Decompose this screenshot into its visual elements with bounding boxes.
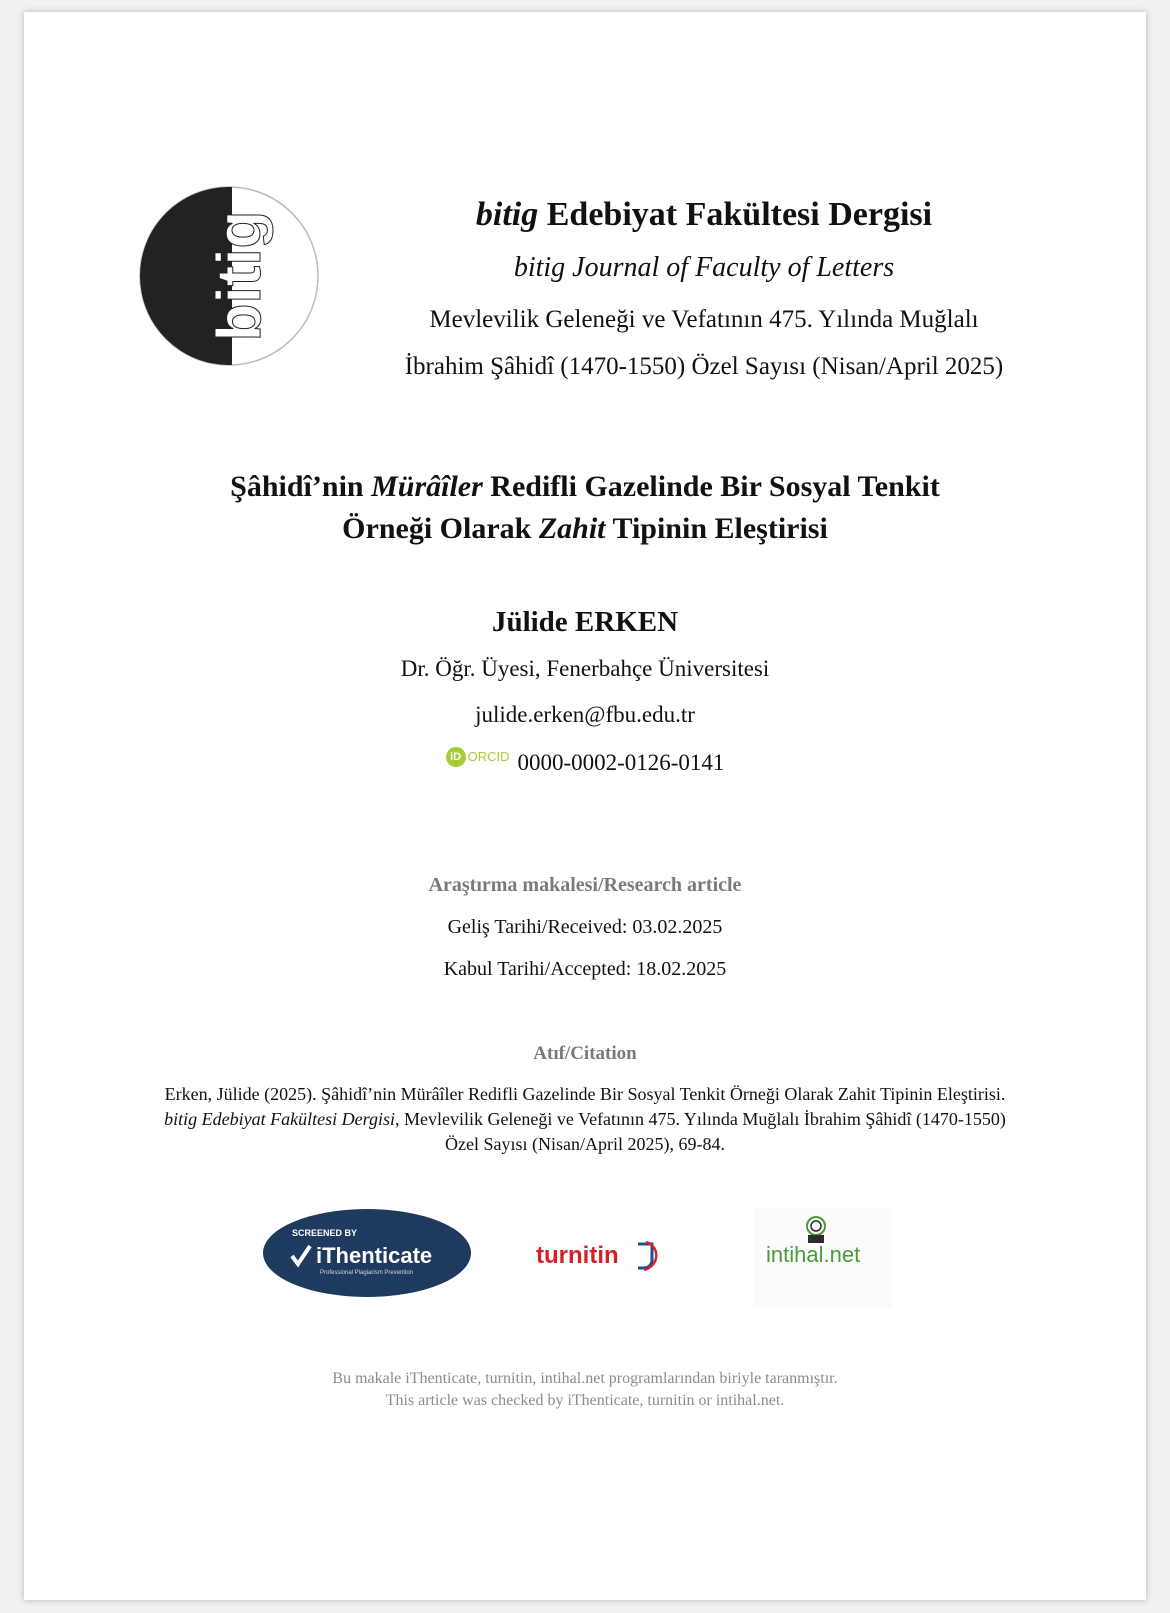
title-italic: Mürâîler	[371, 470, 483, 503]
title-text: Şâhidî’nin	[230, 470, 372, 503]
turnitin-name: turnitin	[536, 1242, 619, 1269]
title-text: Örneği Olarak	[342, 512, 539, 545]
citation-text-part: Erken, Jülide (2025). Şâhidî’nin Mürâîler Redifli Gazelinde Bir Sosyal Tenkit Örneği Olarak Zahit Tipinin Eleştirisi.	[164, 1084, 1006, 1104]
ithenticate-name: iThenticate	[316, 1243, 433, 1268]
citation-text-part: , Mevlevilik Geleneği ve Vefatının 475. Yılında Muğlalı İbrahim Şâhidî (1470-1550) Özel Sayısı (Nisan/April 2025), 69-84.	[394, 1109, 1006, 1154]
fingerprint-icon	[807, 1217, 825, 1243]
bitig-logo	[138, 185, 320, 367]
title-italic: Zahit	[538, 512, 606, 545]
turnitin-mark-icon	[638, 1244, 652, 1268]
issue-line-2: İbrahim Şâhidî (1470-1550) Özel Sayısı (Nisan/April 2025)	[404, 353, 1004, 380]
author-email[interactable]: julide.erken@fbu.edu.tr	[475, 702, 695, 727]
received-date: Geliş Tarihi/Received: 03.02.2025	[447, 916, 723, 938]
issue-line-1: Mevlevilik Geleneği ve Vefatının 475. Yılında Muğlalı	[429, 306, 979, 333]
article-type: Araştırma makalesi/Research article	[428, 874, 742, 896]
screening-note-tr: Bu makale iThenticate, turnitin, intihal.net programlarından biriyle taranmıştır.	[332, 1370, 838, 1387]
title-text: Tipinin Eleştirisi	[605, 512, 828, 545]
ithenticate-logo	[262, 1208, 472, 1298]
title-text: Redifli Gazelinde Bir Sosyal Tenkit	[482, 470, 940, 503]
document-page	[24, 12, 1146, 1600]
bitig-logo-text: bitig	[205, 210, 274, 342]
citation-text	[154, 1082, 1016, 1157]
orcid-label: ORCID	[467, 749, 510, 764]
orcid-badge: iD	[446, 747, 466, 767]
author-affiliation: Dr. Öğr. Üyesi, Fenerbahçe Üniversitesi	[400, 656, 770, 681]
citation-heading: Atıf/Citation	[533, 1043, 637, 1064]
accepted-date: Kabul Tarihi/Accepted: 18.02.2025	[443, 958, 727, 980]
journal-title-rest: Edebiyat Fakültesi Dergisi	[538, 196, 933, 233]
orcid-icon	[446, 742, 510, 772]
author-block	[24, 604, 1146, 778]
turnitin-logo	[534, 1230, 674, 1280]
orcid-row[interactable]	[24, 748, 1146, 778]
intihal-logo	[754, 1208, 892, 1308]
orcid-id[interactable]: 0000-0002-0126-0141	[517, 750, 725, 775]
ithenticate-tagline: Professional Plagiarism Prevention	[320, 1270, 414, 1276]
journal-header	[354, 190, 1054, 390]
article-title	[124, 466, 1046, 550]
author-name: Jülide ERKEN	[491, 606, 679, 638]
screening-note-en: This article was checked by iThenticate, turnitin or intihal.net.	[385, 1392, 785, 1409]
journal-title	[354, 190, 1054, 240]
journal-subtitle: bitig Journal of Faculty of Letters	[513, 252, 895, 283]
article-meta	[24, 872, 1146, 982]
screening-note	[24, 1368, 1146, 1412]
ithenticate-screened-text: SCREENED BY	[292, 1228, 358, 1238]
intihal-name: intihal.net	[766, 1242, 861, 1267]
citation-journal-italic: bitig Edebiyat Fakültesi Dergisi	[164, 1109, 395, 1129]
journal-title-italic: bitig	[475, 196, 539, 233]
